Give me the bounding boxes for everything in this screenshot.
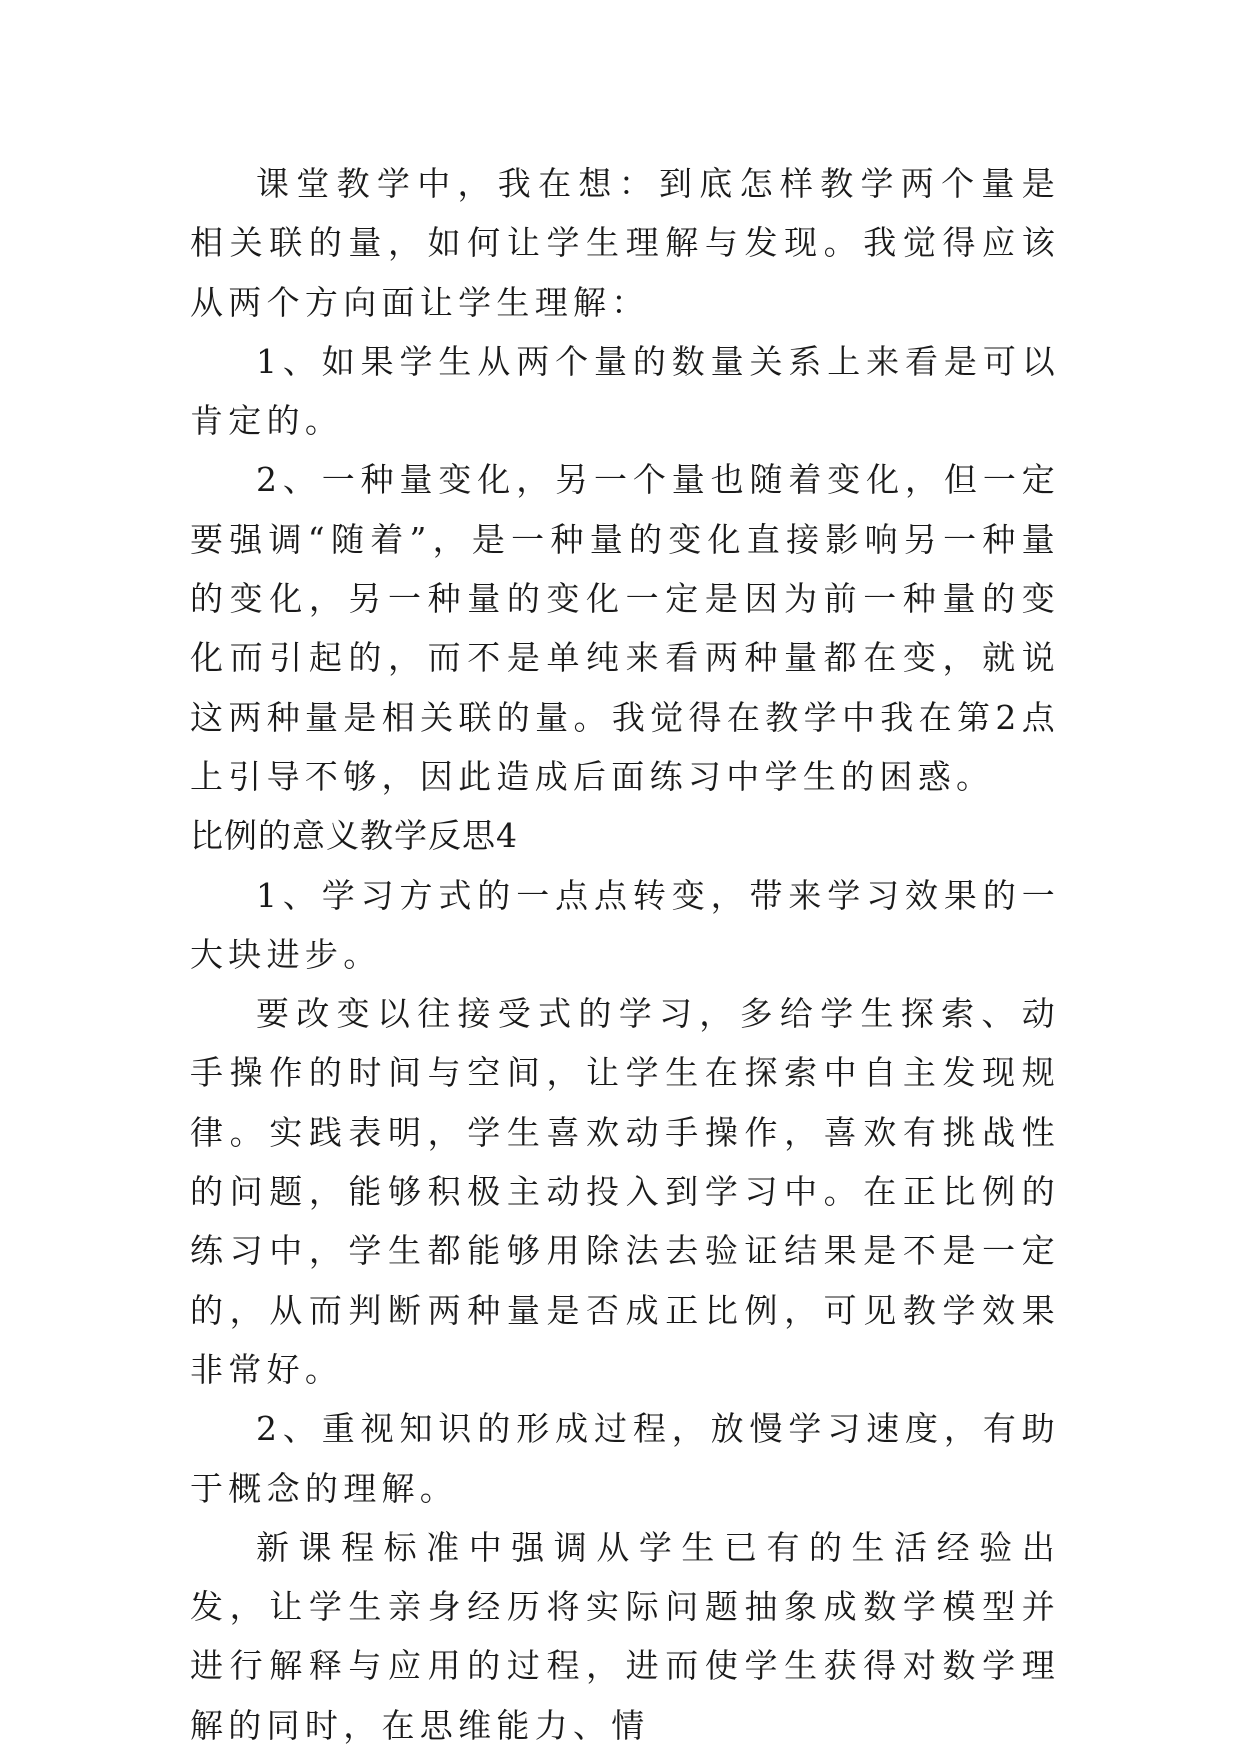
paragraph-reflection-1: 1、学习方式的一点点转变，带来学习效果的一大块进步。 <box>190 875 1060 974</box>
document-body <box>190 154 1060 1755</box>
paragraph-point-2: 2、一种量变化，另一个量也随着变化，但一定要强调“随着”，是一种量的变化直接影响另一种量的变化，另一种量的变化一定是因为前一种量的变化而引起的，而不是单纯来看两种量都在变，就说这两种量是相关联的量。我觉得在教学中我在第2点上引导不够，因此造成后面练习中学生的困惑。 <box>190 460 1060 796</box>
paragraph-reflection-1-detail: 要改变以往接受式的学习，多给学生探索、动手操作的时间与空间，让学生在探索中自主发现规律。实践表明，学生喜欢动手操作，喜欢有挑战性的问题，能够积极主动投入到学习中。在正比例的练习中，学生都能够用除法去验证结果是不是一定的，从而判断两种量是否成正比例，可见教学效果非常好。 <box>190 994 1060 1389</box>
paragraph-reflection-2: 2、重视知识的形成过程，放慢学习速度，有助于概念的理解。 <box>190 1409 1060 1508</box>
paragraph-point-1: 1、如果学生从两个量的数量关系上来看是可以肯定的。 <box>190 341 1060 441</box>
paragraph-intro: 课堂教学中，我在想：到底怎样教学两个量是相关联的量，如何让学生理解与发现。我觉得应该从两个方向面让学生理解： <box>190 164 1060 322</box>
section-heading: 比例的意义教学反思4 <box>190 816 518 856</box>
paragraph-reflection-2-detail: 新课程标准中强调从学生已有的生活经验出发，让学生亲身经历将实际问题抽象成数学模型并进行解释与应用的过程，进而使学生获得对数学理解的同时，在思维能力、情 <box>190 1527 1060 1745</box>
